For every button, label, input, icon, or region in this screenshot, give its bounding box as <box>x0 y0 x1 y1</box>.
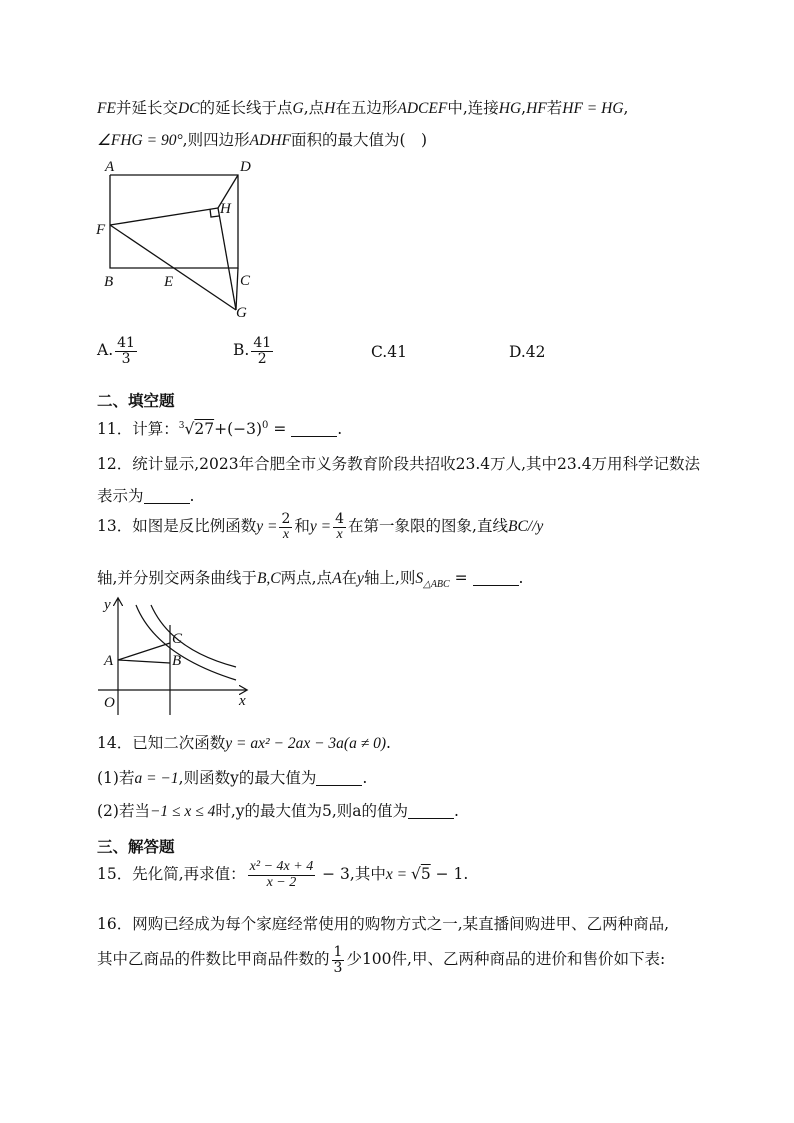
q14-part2-text: (2)若当 <box>97 802 150 820</box>
section-heading-fill-in: 二、填空题 <box>97 391 175 410</box>
q11-exponent: 0 <box>262 419 269 431</box>
fraction-denominator: x <box>282 526 290 542</box>
q13-area-symbol: S <box>415 570 424 587</box>
q14-part1-end: . <box>362 769 368 787</box>
label-B: B <box>104 274 114 290</box>
label-C: C <box>172 631 183 647</box>
q10-seg: ADHF <box>249 132 291 149</box>
q11-equals: = <box>268 420 292 438</box>
q10-seg: ,点 <box>303 99 325 117</box>
q11-text: 计算： <box>132 420 179 438</box>
q10-seg: 在五边形 <box>335 99 398 117</box>
right-angle-mark <box>210 209 219 217</box>
q14-part2-answer-blank[interactable] <box>408 804 454 819</box>
segment-AC <box>118 643 170 660</box>
segment-FH <box>110 208 218 225</box>
sqrt: √5 <box>410 865 431 884</box>
label-O: O <box>104 695 115 711</box>
label-E: E <box>164 274 174 290</box>
q14-part2 <box>97 799 459 821</box>
q11-expr: +(−3) <box>214 420 263 438</box>
curve-y-2-over-x <box>136 605 236 680</box>
q13-text: BC//y <box>507 518 544 536</box>
fraction-denominator: 3 <box>333 959 343 976</box>
q10-geometry-figure <box>88 155 263 325</box>
q13-text: B,C <box>256 570 281 587</box>
label-A: A <box>105 159 115 175</box>
choice-d[interactable]: D.42 <box>509 343 546 361</box>
q12-text2: 表示为 <box>97 487 144 505</box>
q14-part1-cond: a = −1 <box>134 770 179 787</box>
fraction-numerator: 41 <box>117 335 135 351</box>
segment-CG <box>236 268 238 310</box>
q13-frac2 <box>333 512 346 542</box>
q16-text: 其中乙商品的件数比甲商品件数的 <box>97 950 330 969</box>
curve-y-4-over-x <box>151 605 236 667</box>
q10-seg: ADCEF <box>397 100 448 117</box>
q10-seg: 面积的最大值为( ) <box>290 131 428 149</box>
fraction-denominator: x − 2 <box>266 874 297 890</box>
q12-end: . <box>189 487 195 505</box>
q16-fraction <box>332 945 345 975</box>
q13-y2: y = <box>309 518 332 536</box>
q10-seg: HG <box>498 100 522 117</box>
cube-root: $^3$√27 <box>178 420 215 438</box>
q14-part1-text2: ,则函数y的最大值为 <box>178 769 317 787</box>
label-D: D <box>240 159 251 175</box>
q15-cond: x = <box>385 866 411 884</box>
q15-number: 15． <box>97 865 133 884</box>
q14-part2-text2: 时,y的最大值为5,则a的值为 <box>215 802 409 820</box>
q14-part2-cond: −1 ≤ x ≤ 4 <box>149 803 216 820</box>
q14-end: . <box>386 734 391 752</box>
q10-line2 <box>97 128 427 150</box>
q11-answer-blank[interactable] <box>291 422 337 437</box>
section-heading-solve: 三、解答题 <box>97 837 175 856</box>
q14-text: 已知二次函数 <box>132 734 226 752</box>
q13-text: y <box>357 570 364 587</box>
radicand: 5 <box>420 865 431 884</box>
q14-cond: (a ≠ 0) <box>343 735 387 752</box>
fraction-numerator: 41 <box>253 335 272 351</box>
q10-seg: 中,连接 <box>447 99 499 117</box>
q14-part1-answer-blank[interactable] <box>316 771 362 786</box>
choice-b[interactable] <box>233 336 275 366</box>
q13-text: 两点,点 <box>280 569 333 587</box>
q13-frac1 <box>279 512 292 542</box>
fraction-denominator: 2 <box>257 350 267 367</box>
q13-line2 <box>97 566 523 590</box>
q14-part1-text: (1)若 <box>97 769 135 787</box>
q10-seg: HF <box>526 100 547 117</box>
q12-line1 <box>97 452 700 474</box>
fraction-numerator: x² − 4x + 4 <box>249 859 314 874</box>
q10-seg: FE <box>97 100 116 117</box>
q12-text: 统计显示,2023年合肥全市义务教育阶段共招收23.4万人,其中23.4万用科学记数法 <box>132 455 701 473</box>
segment-HG <box>218 208 236 310</box>
q15-text2: ,其中 <box>349 865 386 884</box>
q15 <box>97 860 468 890</box>
q10-seg: H <box>324 100 336 117</box>
q13-text: 在第一象限的图象,直线 <box>348 517 508 536</box>
fraction-numerator: 1 <box>333 944 343 960</box>
q13-text: 轴上,则 <box>363 569 416 587</box>
q14-number: 14． <box>97 734 133 752</box>
q14-line1 <box>97 731 391 753</box>
q11-end: . <box>337 420 343 438</box>
q13-line1 <box>97 512 543 542</box>
q10-seg: G <box>292 100 304 117</box>
q10-seg: , <box>521 99 527 117</box>
q10-seg: ,则四边形 <box>182 131 250 149</box>
q10-seg: DC <box>177 100 200 117</box>
q10-seg: 的延长线于点 <box>199 99 293 117</box>
q12-answer-blank[interactable] <box>144 489 190 504</box>
fraction-denominator: 3 <box>121 350 131 367</box>
choice-b-prefix: B. <box>233 341 250 360</box>
q15-cond-end: − 1 <box>430 865 464 884</box>
label-H: H <box>220 201 231 217</box>
q16-number: 16． <box>97 915 133 933</box>
choice-a-prefix: A. <box>97 341 114 360</box>
q13-function-graph <box>96 595 256 720</box>
choice-a[interactable] <box>97 336 139 366</box>
fraction-denominator: x <box>336 526 343 542</box>
q13-text: 在 <box>341 569 358 587</box>
label-y: y <box>104 597 111 613</box>
q13-answer-blank[interactable] <box>473 571 519 586</box>
q13-text: 和 <box>294 517 310 536</box>
q15-fraction <box>248 860 316 890</box>
label-x: x <box>239 693 246 709</box>
label-C: C <box>240 273 251 289</box>
q14-part2-end: . <box>454 802 459 820</box>
fraction-numerator: 4 <box>335 511 345 527</box>
q15-after: − 3 <box>317 865 350 884</box>
q12-line2 <box>97 484 194 506</box>
q13-y1: y = <box>256 518 278 536</box>
q13-equals: = <box>449 569 473 587</box>
q14-part1 <box>97 766 367 788</box>
q13-text: 轴,并分别交两条曲线于 <box>97 569 257 587</box>
choice-b-fraction <box>251 336 273 366</box>
segment-AB <box>118 660 170 663</box>
label-G: G <box>236 305 247 321</box>
q11-number: 11． <box>97 420 133 438</box>
label-A: A <box>104 653 114 669</box>
q16-line2 <box>97 945 665 975</box>
q14-expr: y = ax² − 2ax − 3a <box>225 735 344 752</box>
q15-text: 先化简,再求值： <box>132 865 246 884</box>
q13-area-subscript: △ABC <box>423 579 450 591</box>
q16-text: 少100件,甲、乙两种商品的进价和售价如下表: <box>346 950 666 969</box>
label-F: F <box>96 222 106 238</box>
label-B: B <box>172 653 182 669</box>
q16-line1 <box>97 912 669 934</box>
q10-seg: 若 <box>546 99 563 117</box>
q12-number: 12． <box>97 455 133 473</box>
q13-text: 如图是反比例函数 <box>132 517 257 536</box>
choice-a-fraction <box>115 336 137 366</box>
q10-seg: ∠FHG = 90° <box>97 132 183 149</box>
q10-seg: 并延长交 <box>115 99 178 117</box>
q11 <box>97 417 342 439</box>
fraction-numerator: 2 <box>281 511 291 527</box>
q13-end: . <box>518 569 524 587</box>
choice-c[interactable]: C.41 <box>371 343 407 361</box>
q10-seg: HF = HG <box>562 100 624 117</box>
q15-end: . <box>463 865 469 884</box>
q16-text: 网购已经成为每个家庭经常使用的购物方式之一,某直播间购进甲、乙两种商品, <box>132 915 670 933</box>
radicand: 27 <box>194 420 215 438</box>
q13-number: 13． <box>97 517 133 536</box>
q10-seg: , <box>623 99 629 117</box>
q10-line1 <box>97 96 628 118</box>
q13-text: A <box>332 570 342 587</box>
